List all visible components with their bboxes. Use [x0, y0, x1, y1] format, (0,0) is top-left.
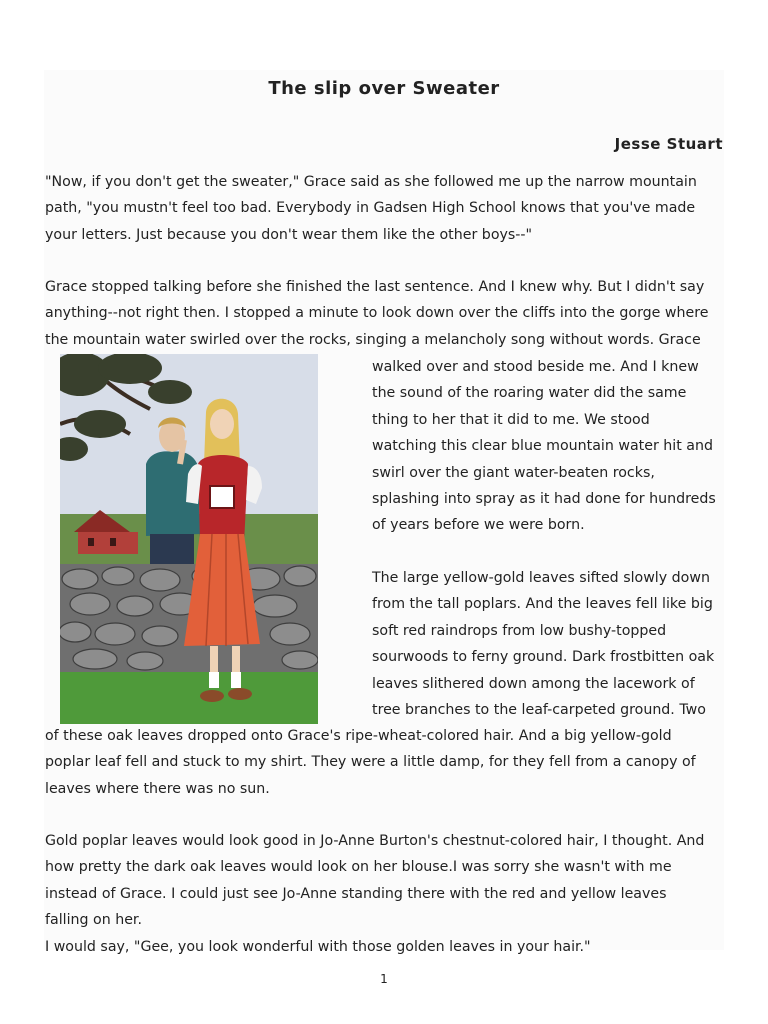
text-line: of years before we were born.: [372, 517, 585, 534]
text-line: the mountain water swirled over the rocks, singing a melancholy song without words. Grace: [45, 331, 701, 348]
text-line: swirl over the giant water-beaten rocks,: [372, 464, 655, 481]
document-author: Jesse Stuart: [614, 135, 723, 153]
text-line: thing to her that it did to me. We stood: [372, 411, 650, 428]
text-line: The large yellow-gold leaves sifted slowly down: [372, 570, 710, 586]
paragraph-2: [45, 274, 725, 353]
text-line: your letters. Just because you don't wear them like the other boys--": [45, 226, 533, 243]
paragraph-4: [45, 828, 725, 960]
text-line: leaves where there was no sun.: [45, 780, 270, 797]
text-line: tree branches to the leaf-carpeted ground. Two: [372, 701, 706, 718]
text-line: soft red raindrops from low bushy-topped: [372, 622, 667, 639]
text-line: from the tall poplars. And the leaves fell like big: [372, 596, 713, 613]
text-line: falling on her.: [45, 912, 142, 929]
text-line: I would say, "Gee, you look wonderful with those golden leaves in your hair.": [45, 938, 591, 955]
text-line: path, "you mustn't feel too bad. Everybody in Gadsen High School knows that you've made: [45, 200, 696, 217]
paragraph-2-wrapped: [372, 354, 732, 539]
text-line: walked over and stood beside me. And I knew: [372, 359, 699, 375]
paragraph-1: [45, 169, 725, 248]
text-line: Gold poplar leaves would look good in Jo-Anne Burton's chestnut-colored hair, I thought. And: [45, 833, 705, 849]
text-line: "Now, if you don't get the sweater," Grace said as she followed me up the narrow mountain: [45, 174, 697, 190]
text-line: how pretty the dark oak leaves would look on her blouse.I was sorry she wasn't with me: [45, 859, 672, 876]
page-number: 1: [380, 972, 388, 986]
story-illustration: [60, 354, 318, 724]
paragraph-3: [45, 723, 725, 802]
text-line: instead of Grace. I could just see Jo-Anne standing there with the red and yellow leaves: [45, 885, 667, 902]
text-line: leaves slithered down among the lacework of: [372, 675, 695, 692]
document-title: The slip over Sweater: [268, 78, 500, 99]
text-line: splashing into spray as it had done for hundreds: [372, 490, 716, 507]
text-line: of these oak leaves dropped onto Grace's ripe-wheat-colored hair. And a big yellow-gold: [45, 728, 672, 744]
text-line: Grace stopped talking before she finished the last sentence. And I knew why. But I didn't say: [45, 279, 705, 295]
text-line: the sound of the roaring water did the same: [372, 385, 687, 402]
text-line: anything--not right then. I stopped a minute to look down over the cliffs into the gorge where: [45, 305, 709, 322]
text-line: poplar leaf fell and stuck to my shirt. They were a little damp, for they fell from a canopy of: [45, 754, 696, 771]
text-line: sourwoods to ferny ground. Dark frostbitten oak: [372, 649, 715, 666]
paragraph-3-wrapped: [372, 565, 732, 723]
text-line: watching this clear blue mountain water hit and: [372, 438, 713, 455]
